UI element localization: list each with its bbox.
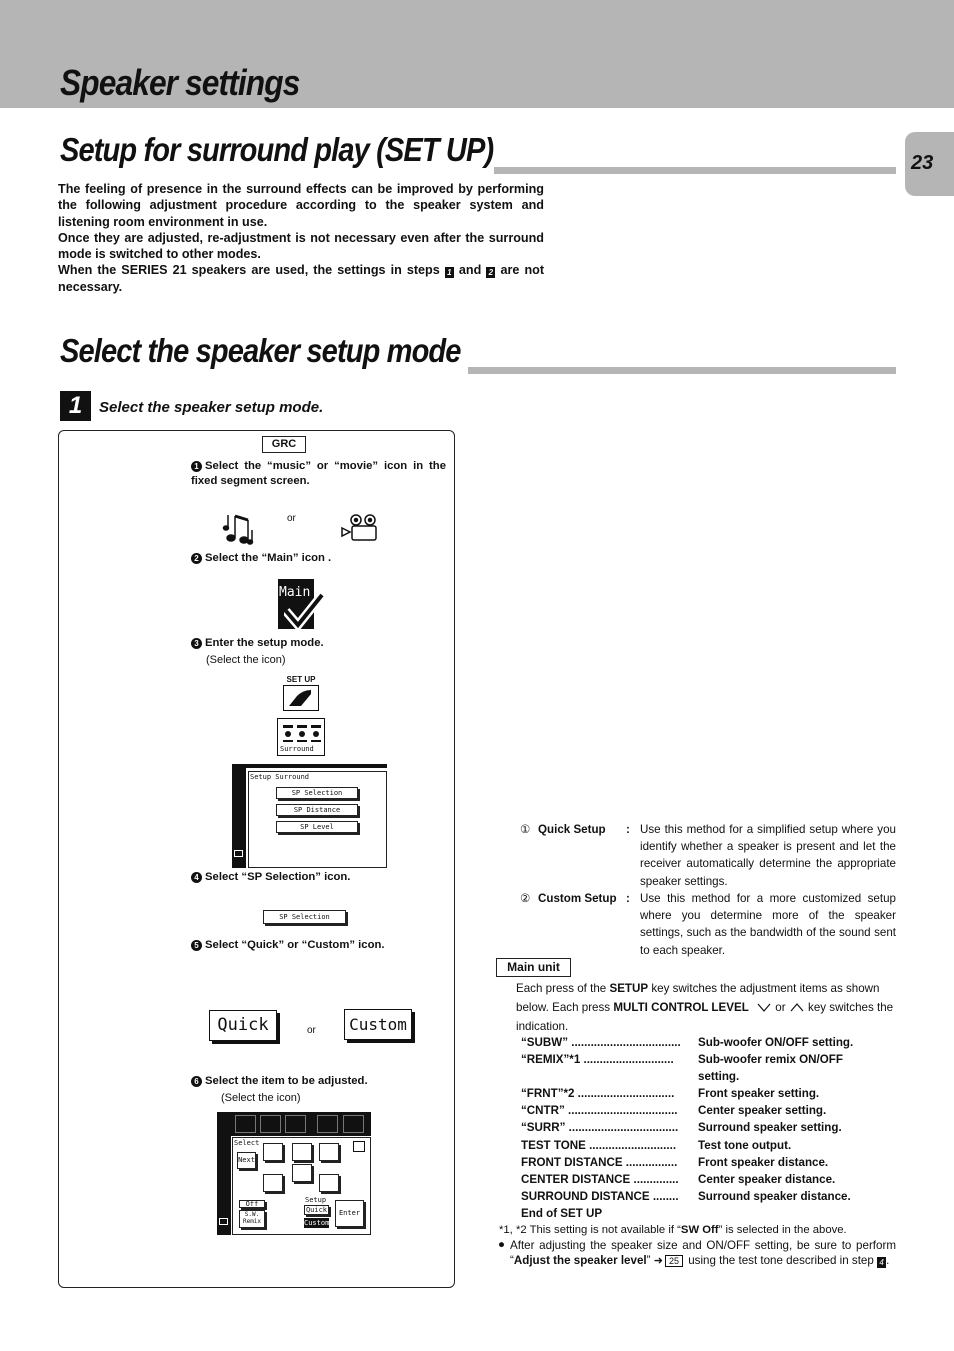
main-unit-label: Main unit (496, 958, 571, 977)
sp-selection-button[interactable]: SP Selection (276, 787, 358, 799)
intro-paragraph-1: The feeling of presence in the surround effects can be improved by performing the following adjustment procedure according to the speaker system and listening room environment in use. (58, 182, 544, 229)
step-badge: 2 (486, 267, 495, 278)
list-item: “SUBW” .................................. Sub-woofer ON/OFF setting. (521, 1036, 854, 1049)
chevron-down-icon (756, 1001, 772, 1013)
step-number-badge: 1 (60, 391, 91, 421)
step-badge: 4 (877, 1257, 886, 1268)
subwoofer-icon[interactable] (292, 1164, 312, 1182)
quick-select-button[interactable]: Quick (305, 1206, 328, 1214)
instruction-3-sub: (Select the icon) (206, 654, 286, 666)
center-speaker-icon[interactable] (292, 1143, 312, 1161)
or-label-2: or (307, 1025, 316, 1036)
screen-corner-icon (234, 850, 243, 857)
list-item: End of SET UP (521, 1207, 603, 1220)
select-label: Select (234, 1139, 260, 1147)
section-title: Speaker settings (60, 62, 300, 103)
next-button[interactable]: Next (237, 1152, 256, 1169)
intro-text (58, 181, 544, 295)
instruction-3: 3 Enter the setup mode. (191, 636, 324, 651)
grc-label: GRC (262, 436, 306, 453)
sp-distance-button[interactable]: SP Distance (276, 804, 358, 816)
instruction-4: 4 Select “SP Selection” icon. (191, 870, 350, 885)
intro-paragraph-3: When the SERIES 21 speakers are used, the settings in steps 1 and 2 are not necessary. (58, 263, 545, 294)
list-item: “REMIX”*1 ............................ Sub-woofer remix ON/OFF setting. (521, 1053, 843, 1083)
instruction-6-sub: (Select the icon) (221, 1092, 301, 1104)
list-item: “SURR” .................................. Surround speaker setting. (521, 1121, 842, 1134)
list-item: “FRNT”*2 .............................. Front speaker setting. (521, 1087, 820, 1100)
bullet-note: After adjusting the speaker size and ON/OFF setting, be sure to perform “Adjust the speaker level” ➜ 25 using the test tone described in step 4 . (510, 1238, 896, 1270)
step-badge: 1 (445, 267, 454, 278)
screen-title: Setup Surround (250, 773, 310, 781)
surround-icon[interactable]: Surround (277, 718, 325, 756)
quick-button[interactable]: Quick (209, 1010, 277, 1041)
page-number: 23 (911, 152, 934, 174)
select-screen (217, 1112, 371, 1235)
instruction-2: 2 Select the “Main” icon . (191, 551, 331, 566)
sw-off-button[interactable]: Off (239, 1200, 265, 1208)
main-icon[interactable]: Main (278, 579, 324, 629)
custom-select-button[interactable]: Custom (304, 1219, 330, 1227)
intro-paragraph-2: Once they are adjusted, re-adjustment is not necessary even after the surround mode is switched to other modes. (58, 230, 544, 262)
page-tab (905, 132, 954, 196)
setup-heading: Setup for surround play (SET UP) (60, 131, 494, 168)
list-item: CENTER DISTANCE .............. Center speaker distance. (521, 1173, 836, 1186)
instruction-5: 5 Select “Quick” or “Custom” icon. (191, 938, 385, 953)
custom-button[interactable]: Custom (344, 1009, 412, 1040)
music-icon[interactable] (222, 510, 258, 546)
chevron-up-icon (789, 1001, 805, 1013)
setup-label: Setup (305, 1196, 327, 1204)
movie-icon[interactable] (340, 513, 380, 543)
front-left-icon[interactable] (263, 1174, 283, 1192)
main-unit-paragraph: Each press of the SETUP key switches the adjustment items as shown below. Each press MULTI CONTROL LEVEL or key switches the indication. (516, 982, 894, 1033)
mode-heading-rule (468, 367, 896, 374)
front-right-icon[interactable] (319, 1174, 339, 1192)
screen-corner-icon (219, 1218, 228, 1225)
sp-level-button[interactable]: SP Level (276, 821, 358, 833)
list-item: “CNTR” .................................. Center speaker setting. (521, 1104, 827, 1117)
option-quick-setup: ① Quick Setup : Use this method for a simplified setup where you identify whether a speaker is present and let the receiver automatically determine the appropriate speaker settings. (520, 823, 896, 888)
setup-heading-rule (494, 167, 896, 174)
list-item: FRONT DISTANCE ................ Front speaker distance. (521, 1156, 829, 1169)
page-reference[interactable]: 25 (665, 1255, 683, 1267)
mode-heading: Select the speaker setup mode (60, 332, 461, 369)
level-icon[interactable] (263, 1143, 283, 1161)
enter-button[interactable]: Enter (335, 1200, 364, 1227)
footnote: *1, *2 This setting is not available if “SW Off” is selected in the above. (499, 1224, 847, 1236)
step-title: Select the speaker setup mode. (99, 399, 324, 416)
test-tone-icon[interactable] (319, 1143, 339, 1161)
instruction-6: 6 Select the item to be adjusted. (191, 1074, 368, 1089)
arrow-icon: ➜ (653, 1255, 663, 1268)
or-label: or (287, 513, 296, 524)
list-item: SURROUND DISTANCE ........ Surround speaker distance. (521, 1190, 851, 1203)
list-item: TEST TONE ........................... Test tone output. (521, 1139, 792, 1152)
setup-icon[interactable]: SET UP (283, 675, 319, 711)
sp-selection-icon[interactable]: SP Selection (263, 910, 346, 924)
sw-remix-button[interactable]: S.W. Remix (239, 1210, 265, 1228)
bullet-icon: ● (498, 1238, 506, 1251)
option-custom-setup: ② Custom Setup : Use this method for a more customized setup where you determine more of the speaker settings, such as the bandwidth of the sound sent to each speaker. (520, 892, 896, 957)
instruction-1: 1 Select the “music” or “movie” icon in the fixed segment screen. (191, 460, 446, 487)
edit-icon[interactable] (353, 1141, 365, 1152)
setup-surround-screen (232, 764, 387, 868)
